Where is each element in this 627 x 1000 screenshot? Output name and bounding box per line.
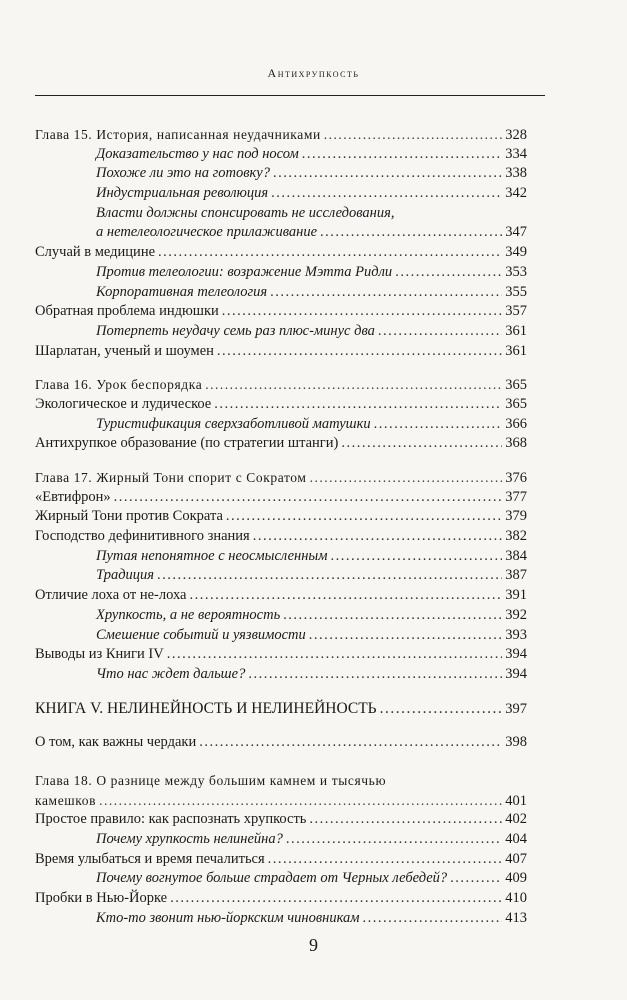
toc-page-number: 394 [505,646,527,663]
toc-entry [35,566,527,586]
toc-page-number: 402 [505,811,527,828]
dot-leader [309,626,502,646]
section-gap [35,454,527,468]
dot-leader [114,488,503,508]
toc-page-number: 334 [505,145,527,162]
toc-entry [35,626,527,646]
toc-entry [35,322,527,342]
toc-page-number: 397 [505,700,527,717]
toc-page-number: 349 [505,244,527,261]
dot-leader [309,810,502,830]
dot-leader [380,699,503,719]
toc-page-number: 338 [505,165,527,182]
dot-leader [158,243,502,263]
toc-entry-title: Против телеологии: возражение Мэтта Ридли [96,263,393,280]
toc-entry [35,606,527,626]
toc-page-number: 347 [505,224,527,241]
toc-entry [35,645,527,665]
toc-page-number: 377 [505,488,527,505]
dot-leader [270,283,502,303]
toc-entry-title: Доказательство у нас под носом [96,145,299,162]
header-rule [35,95,545,96]
toc-entry-title: Что нас ждет дальше? [96,665,246,682]
dot-leader [320,223,502,243]
toc-entry-title: Жирный Тони против Сократа [35,508,223,525]
toc-entry [35,791,527,811]
toc-page-number: 398 [505,734,527,751]
toc-page-number: 382 [505,528,527,545]
dot-leader [199,733,502,753]
toc-entry [35,869,527,889]
dot-leader [271,184,502,204]
dot-leader [310,468,503,488]
toc-page-number: 361 [505,322,527,339]
toc-chapter [35,125,527,145]
dot-leader [253,527,503,547]
table-of-contents [35,125,527,928]
toc-entry-title: КНИГА V. НЕЛИНЕЙНОСТЬ И НЕЛИНЕЙНОСТЬ [35,699,377,717]
toc-entry-title: Отличие лоха от не-лоха [35,587,187,604]
toc-page-number: 401 [505,792,527,809]
toc-page-number: 328 [505,127,527,143]
toc-page-number: 393 [505,626,527,643]
toc-page-number: 392 [505,606,527,623]
toc-page-number: 376 [505,470,527,486]
toc-entry-title-cont: камешков [35,792,97,808]
toc-page-number: 342 [505,185,527,202]
toc-page-number: 361 [505,342,527,359]
dot-leader [167,645,503,665]
toc-entry-line [35,771,527,791]
toc-entry [35,830,527,850]
toc-entry [35,302,527,322]
toc-entry-title: Индустриальная революция [96,185,269,202]
toc-page-number: 365 [505,395,527,412]
toc-page-number: 391 [505,587,527,604]
toc-entry [35,547,527,567]
dot-leader [205,375,502,395]
page-number: 9 [309,935,318,955]
toc-entry-title: Смешение событий и уязвимости [96,626,306,643]
toc-entry-title: Глава 17. Жирный Тони спорит с Сократом [35,470,307,485]
toc-entry-title: Пробки в Нью-Йорке [35,890,168,907]
toc-entry [35,263,527,283]
toc-entry [35,184,527,204]
toc-book [35,699,527,719]
toc-entry-title: Похоже ли это на готовку? [96,165,270,182]
toc-page-number: 368 [505,435,527,452]
toc-entry [35,342,527,362]
toc-entry-title: Туристификация сверхзаботливой матушки [96,415,371,432]
toc-entry-title: Простое правило: как распознать хрупкость [35,811,307,828]
toc-entry-title-cont: а нетелеологическое прилаживание [96,224,318,241]
toc-page-number: 365 [505,377,527,394]
toc-entry [35,488,527,508]
toc-entry-title: Шарлатан, ученый и шоумен [35,342,214,359]
toc-entry [35,434,527,454]
toc-entry-title: Глава 15. История, написанная неудачниками [35,127,321,142]
toc-entry [35,850,527,870]
dot-leader [302,145,503,165]
section-gap [35,718,527,733]
toc-entry-title: О том, как важны чердаки [35,734,197,751]
toc-entry-title: Хрупкость, а не вероятность [96,606,281,623]
toc-page-number: 353 [505,263,527,280]
toc-entry [35,223,527,243]
dot-leader [222,302,502,322]
toc-entry-title: Почему хрупкость нелинейна? [96,831,283,847]
toc-entry-title: Потерпеть неудачу семь раз плюс-минус два [96,322,375,339]
dot-leader [324,125,502,145]
toc-entry [35,164,527,184]
dot-leader [189,586,502,606]
dot-leader [341,434,502,454]
dot-leader [330,547,502,567]
toc-page-number: 409 [505,870,527,887]
dot-leader [170,889,502,909]
toc-entry [35,909,527,929]
toc-page-number: 413 [505,909,527,926]
toc-entry [35,527,527,547]
toc-chapter [35,375,527,395]
dot-leader [363,909,503,929]
toc-page-number: 404 [505,831,527,847]
dot-leader [283,606,502,626]
dot-leader [248,665,502,685]
toc-page-number: 355 [505,283,527,300]
toc-page-number: 357 [505,303,527,320]
toc-entry-title: Путая непонятное с неосмысленным [96,547,328,564]
dot-leader [99,791,502,811]
toc-entry-title: Традиция [96,567,155,584]
toc-entry-title: Время улыбаться и время печалиться [35,850,265,867]
toc-page-number: 379 [505,508,527,525]
toc-entry [35,283,527,303]
toc-page-number: 387 [505,567,527,584]
toc-entry-title: Корпоративная телеология [96,283,268,300]
toc-entry-title: Экологическое и лудическое [35,395,212,412]
toc-entry [35,586,527,606]
dot-leader [157,566,502,586]
toc-entry-line [35,204,527,224]
toc-page-number: 407 [505,850,527,867]
toc-entry-title: Глава 18. О разнице между большим камнем и тысячью [35,772,387,788]
dot-leader [273,164,502,184]
dot-leader [286,830,502,850]
toc-entry-title: Выводы из Книги IV [35,646,164,663]
toc-page-number: 410 [505,890,527,907]
toc-entry [35,243,527,263]
section-gap [35,753,527,771]
toc-entry-title: Глава 16. Урок беспорядка [35,377,203,393]
toc-page-number: 366 [505,415,527,432]
toc-entry [35,145,527,165]
toc-entry-title: Почему вогнутое больше страдает от Черных лебедей? [96,870,448,887]
running-head: Антихрупкость [267,66,360,80]
toc-page-number: 394 [505,665,527,682]
dot-leader [378,322,502,342]
toc-entry [35,395,527,415]
toc-entry-title: «Евтифрон» [35,488,111,505]
toc-entry [35,810,527,830]
toc-entry-title: Господство дефинитивного знания [35,528,250,545]
dot-leader [214,395,502,415]
toc-entry-title: Случай в медицине [35,244,156,261]
toc-entry-title: Власти должны спонсировать не исследования, [96,204,395,221]
dot-leader [450,869,502,889]
toc-entry-title: Кто-то звонит нью-йоркским чиновникам [96,909,360,926]
toc-page-number: 384 [505,547,527,564]
dot-leader [395,263,502,283]
toc-entry [35,507,527,527]
toc-entry [35,665,527,685]
toc-entry [35,733,527,753]
dot-leader [217,342,502,362]
toc-chapter [35,468,527,488]
dot-leader [268,850,503,870]
dot-leader [226,507,502,527]
section-gap [35,685,527,699]
section-gap [35,361,527,375]
toc-entry [35,415,527,435]
toc-entry-title: Антихрупкое образование (по стратегии штанги) [35,435,339,452]
toc-entry-title: Обратная проблема индюшки [35,303,219,320]
dot-leader [374,415,503,435]
toc-entry [35,889,527,909]
